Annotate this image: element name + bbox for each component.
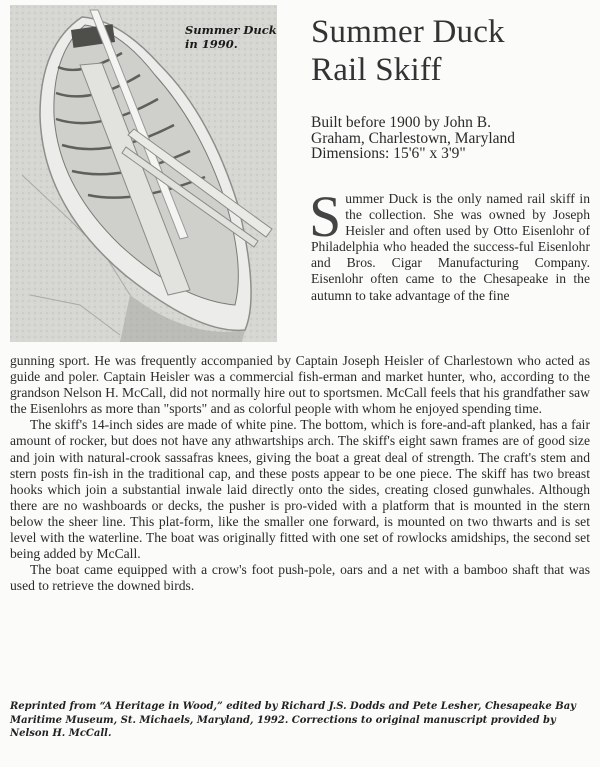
builder-location-line: Graham, Charlestown, Maryland (311, 129, 516, 147)
paragraph: The boat came equipped with a crow's foot push-pole, oars and a net with a bamboo shaft that was used to retrieve the downed birds. (10, 562, 590, 594)
reprint-credit: Reprinted from “A Heritage in Wood,” edited by Richard J.S. Dodds and Pete Lesher, Chesapeake Bay Maritime Museum, St. Michaels, Maryland, 1992. Corrections to original manuscript provided by Nelson H. McCall. (10, 701, 576, 739)
caption-line: in 1990. (185, 37, 238, 51)
photo-caption (185, 23, 277, 51)
article-body (10, 353, 590, 594)
page-title (311, 13, 505, 89)
title-line: Summer Duck (311, 14, 505, 50)
boat-photo (10, 5, 277, 342)
intro-text: ummer Duck is the only named rail skiff in the collection. She was owned by Joseph Heisler and often used by Otto Eisenlohr of Philadelphia who headed the success-ful Eisenlohr and Bros. Cigar Manufacturing Company. Eisenlohr often came to the Chesapeake in the autumn to take advantage of the fine (311, 191, 590, 303)
builder-line: Built before 1900 by John B. (311, 114, 491, 131)
paragraph: gunning sport. He was frequently accompanied by Captain Joseph Heisler of Charlestown who acted as guide and poler. Captain Heisler was a commercial fish-erman and market hunter, who, according to the grandson Nelson H. McCall, did not normally hire out to sportsmen. McCall feels that his grandfather saw the Eisenlohrs as more than "sports" and as colorful people with whom he enjoyed spending time. (10, 353, 590, 417)
caption-line: Summer Duck (185, 23, 277, 37)
dimensions-line: Dimensions: 15'6" x 3'9" (311, 145, 466, 162)
paragraph: The skiff's 14-inch sides are made of white pine. The bottom, which is fore-and-aft planked, has a fair amount of rocker, but does not have any athwartships arch. The skiff's eight sawn frames are of good size and join with natural-crook sassafras knees, giving the boat a great deal of strength. The craft's stem and stern posts fin-ish in the traditional cap, and these posts appear to be one piece. The skiff has two breast hooks which join a substantial inwale laid directly onto the sides, creating closed gunwhales. Although there are no washboards or decks, the pusher is pro-vided with a platform that is mounted in the stern below the sheer line. This plat-form, like the smaller one forward, is mounted on two thwarts and is set level with the waterline. The boat was originally fitted with one set of rowlocks amidships, the second set being added by McCall. (10, 417, 590, 562)
intro-paragraph (309, 184, 590, 304)
skiff-illustration (10, 5, 277, 342)
drop-cap: S (309, 184, 342, 249)
boat-details (311, 115, 596, 162)
title-line: Rail Skiff (311, 52, 442, 88)
